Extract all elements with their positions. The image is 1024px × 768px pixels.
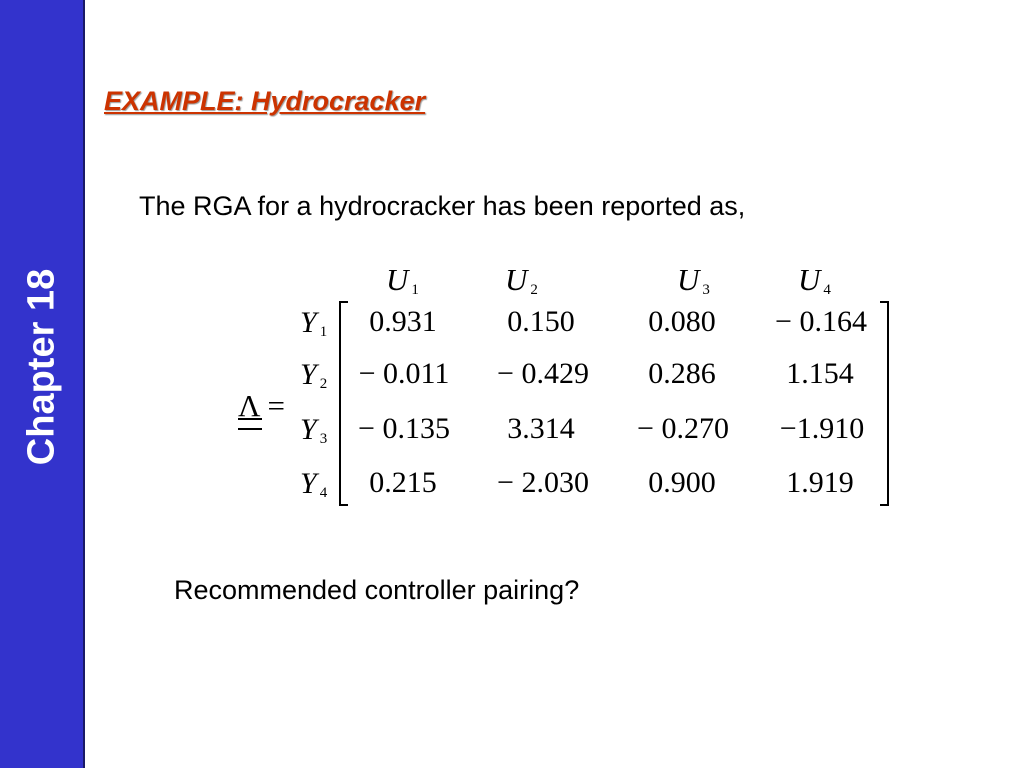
matrix-cell-r2c4: 1.154 [786,357,854,390]
question-text: Recommended controller pairing? [174,575,580,605]
matrix-cell-r4c4: 1.919 [786,466,854,499]
equals-sign: = [267,388,285,423]
matrix-cell-r2c3: 0.286 [648,357,716,390]
matrix-cell-r2c1: − 0.011 [358,357,450,390]
matrix-cell-r1c4: − 0.164 [775,305,867,338]
matrix-cell-r3c2: 3.314 [507,412,575,445]
matrix-cell-r3c4: −1.910 [779,412,865,445]
matrix-cell-r3c1: − 0.135 [358,412,450,445]
row-label-y2: Y $_2$ [300,358,328,392]
matrix-cell-r1c1: 0.931 [369,305,437,338]
row-label-y4: Y $_4$ [300,467,328,501]
lambda-symbol: Λ [238,388,260,423]
row-label-y3: Y $_3$ [300,413,328,447]
matrix-cell-r1c2: 0.150 [507,305,575,338]
slide-title: EXAMPLE: Hydrocracker [104,86,426,116]
matrix-cell-r2c2: − 0.429 [497,357,589,390]
chapter-label: Chapter 18 [20,268,63,466]
column-header-u3: U $_3$ [677,262,710,298]
column-header-u2: U $_2$ [505,262,538,298]
matrix-cell-r3c3: − 0.270 [637,412,729,445]
matrix-right-bracket [880,301,889,506]
lambda-underline [238,418,262,430]
row-label-y1: Y $_1$ [300,306,328,340]
matrix-left-bracket [339,301,348,506]
matrix-cell-r4c1: 0.215 [369,466,437,499]
column-header-u1: U $_1$ [386,262,419,298]
matrix-cell-r4c2: − 2.030 [497,466,589,499]
sidebar [0,0,85,768]
column-header-u4: U $_4$ [798,262,831,298]
matrix-cell-r1c3: 0.080 [648,305,716,338]
matrix-cell-r4c3: 0.900 [648,466,716,499]
intro-text: The RGA for a hydrocracker has been reported as, [139,191,746,221]
